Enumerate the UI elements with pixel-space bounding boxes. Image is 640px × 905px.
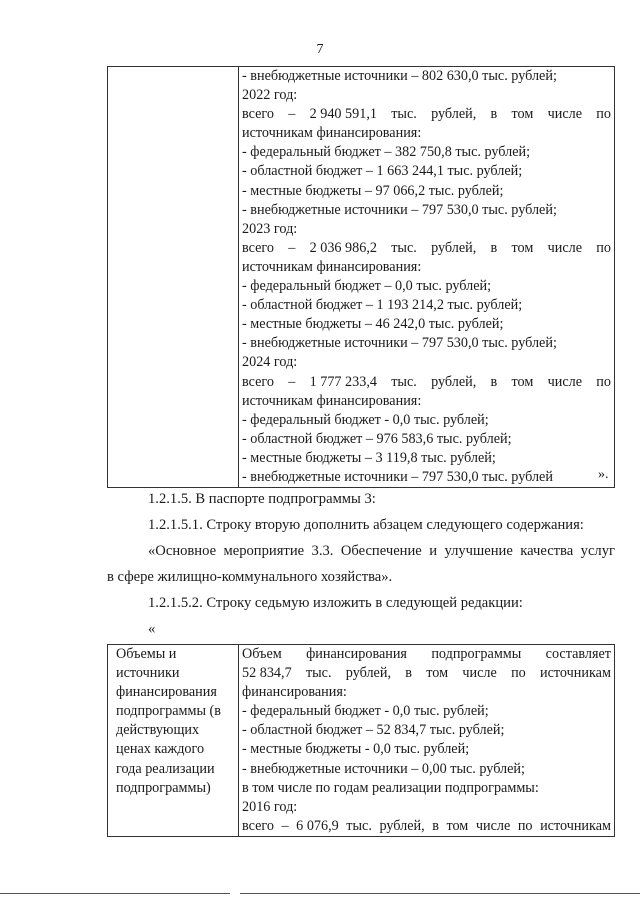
- word: рублей,: [431, 239, 477, 256]
- paragraph-main-event-cont: в сфере жилищно-коммунального хозяйства».: [107, 569, 393, 585]
- word: по: [596, 106, 611, 123]
- table-right-cell: [239, 67, 615, 488]
- text-line: - федеральный бюджет – 382 750,8 тыс. рублей;: [242, 144, 531, 161]
- word: 2 036 986,2: [309, 239, 377, 256]
- text-line: - внебюджетные источники – 797 530,0 тыс. рублей;: [242, 335, 557, 352]
- word: и: [429, 543, 438, 559]
- label-line: подпрограммы (в: [116, 703, 221, 720]
- text-line: [242, 105, 611, 124]
- word: источникам: [540, 817, 611, 834]
- table-value-cell: [239, 645, 615, 837]
- word: –: [281, 817, 289, 834]
- word: рублей,: [431, 106, 477, 123]
- word: том: [511, 373, 534, 390]
- paragraph-1-2-1-5-2: 1.2.1.5.2. Строку седьмую изложить в следующей редакции:: [148, 595, 523, 611]
- footer-rule-right: [240, 893, 640, 894]
- word: подпрограммы: [431, 646, 522, 662]
- word: 6 076,9: [296, 817, 339, 834]
- paragraph-main-event: [148, 543, 615, 560]
- word: улучшение: [444, 543, 513, 559]
- word: в: [432, 817, 439, 834]
- word: числе: [475, 817, 511, 834]
- text-line: [242, 239, 611, 258]
- text-line: - федеральный бюджет – 0,0 тыс. рублей;: [242, 278, 492, 295]
- word: в: [490, 239, 498, 256]
- word: числе: [547, 239, 583, 256]
- word: качества: [520, 543, 574, 559]
- word: всего: [242, 106, 274, 123]
- word: финансирования: [306, 646, 407, 662]
- word: всего: [242, 817, 274, 834]
- word: тыс.: [391, 106, 417, 123]
- word: тыс.: [391, 373, 417, 390]
- text-line: - внебюджетные источники – 797 530,0 тыс. рублей;: [242, 201, 557, 218]
- label-line: источники: [116, 665, 180, 682]
- text-line: 2022 год:: [242, 87, 298, 104]
- word: по: [596, 373, 611, 390]
- word: услуг: [580, 543, 615, 559]
- text-line: источникам финансирования:: [242, 392, 422, 409]
- word: по: [517, 817, 533, 834]
- text-line: - местные бюджеты - 0,0 тыс. рублей;: [242, 741, 470, 758]
- table-left-cell: [108, 67, 239, 488]
- text-line: - областной бюджет – 976 583,6 тыс. рублей;: [242, 430, 512, 447]
- label-line: ценах каждого: [116, 741, 205, 758]
- word: 1 777 233,4: [309, 373, 377, 390]
- word: рублей,: [431, 373, 477, 390]
- label-line: подпрограммы): [116, 779, 211, 796]
- word: Обеспечение: [340, 543, 422, 559]
- word: рублей,: [345, 665, 391, 682]
- word: по: [511, 665, 526, 682]
- text-line: 2023 год:: [242, 220, 298, 237]
- text-line: 2024 год:: [242, 354, 298, 371]
- word: всего: [242, 373, 274, 390]
- text-line: [242, 817, 611, 836]
- word: 52 834,7: [242, 665, 292, 682]
- text-line: - областной бюджет – 1 193 214,2 тыс. рублей;: [242, 297, 523, 314]
- word: в: [405, 665, 412, 682]
- financing-table-continued: [107, 66, 615, 488]
- word: мероприятие: [223, 543, 305, 559]
- text-line: - местные бюджеты – 3 119,8 тыс. рублей;: [242, 449, 496, 466]
- word: тыс.: [391, 239, 417, 256]
- text-line: - областной бюджет – 52 834,7 тыс. рублей;: [242, 722, 505, 739]
- text-line: - местные бюджеты – 97 066,2 тыс. рублей;: [242, 182, 504, 199]
- label-line: финансирования: [116, 684, 217, 701]
- text-line: источникам финансирования:: [242, 258, 422, 275]
- text-line: - федеральный бюджет - 0,0 тыс. рублей;: [242, 703, 489, 720]
- word: источникам: [540, 665, 611, 682]
- text-line: 2016 год:: [242, 798, 298, 815]
- word: том: [426, 665, 449, 682]
- label-line: Объемы и: [116, 646, 177, 662]
- text-line: - внебюджетные источники – 802 630,0 тыс. рублей;: [242, 68, 557, 84]
- word: по: [596, 239, 611, 256]
- word: числе: [462, 665, 497, 682]
- word: том: [446, 817, 469, 834]
- word: том: [511, 239, 534, 256]
- word: 3.3.: [311, 543, 334, 559]
- word: «Основное: [148, 543, 217, 559]
- text-line: в том числе по годам реализации подпрограммы:: [242, 779, 539, 796]
- label-line: года реализации: [116, 760, 215, 777]
- word: –: [288, 373, 296, 390]
- closing-quote: ».: [598, 467, 609, 482]
- text-line: - внебюджетные источники – 0,00 тыс. рублей;: [242, 760, 525, 777]
- word: –: [288, 106, 296, 123]
- word: числе: [547, 373, 583, 390]
- word: в: [490, 373, 498, 390]
- word: тыс.: [346, 817, 372, 834]
- text-line: финансирования:: [242, 684, 347, 701]
- text-line: - местные бюджеты – 46 242,0 тыс. рублей;: [242, 316, 504, 333]
- subprogram-financing-table: [107, 644, 615, 837]
- page-number: 7: [316, 42, 324, 57]
- text-line: [242, 373, 611, 392]
- word: тыс.: [305, 665, 332, 682]
- word: всего: [242, 239, 274, 256]
- word: 2 940 591,1: [309, 106, 377, 123]
- paragraph-1-2-1-5-1: 1.2.1.5.1. Строку вторую дополнить абзацем следующего содержания:: [148, 517, 584, 533]
- table-label-cell: [108, 645, 239, 837]
- paragraph-1-2-1-5: 1.2.1.5. В паспорте подпрограммы 3:: [148, 491, 376, 507]
- word: –: [288, 239, 296, 256]
- text-line: источникам финансирования:: [242, 125, 422, 142]
- word: числе: [547, 106, 583, 123]
- text-line: - областной бюджет – 1 663 244,1 тыс. рублей;: [242, 163, 523, 180]
- text-line: - внебюджетные источники – 797 530,0 тыс. рублей: [242, 468, 553, 485]
- opening-quote: «: [148, 621, 156, 637]
- word: в: [490, 106, 498, 123]
- word: составляет: [545, 646, 611, 662]
- footer-rule-left: [0, 893, 230, 894]
- label-line: действующих: [116, 722, 200, 739]
- word: том: [511, 106, 534, 123]
- text-line: [242, 664, 611, 683]
- word: Объем: [242, 646, 282, 662]
- text-line: - федеральный бюджет - 0,0 тыс. рублей;: [242, 411, 489, 428]
- word: рублей,: [379, 817, 425, 834]
- text-line: [242, 645, 611, 664]
